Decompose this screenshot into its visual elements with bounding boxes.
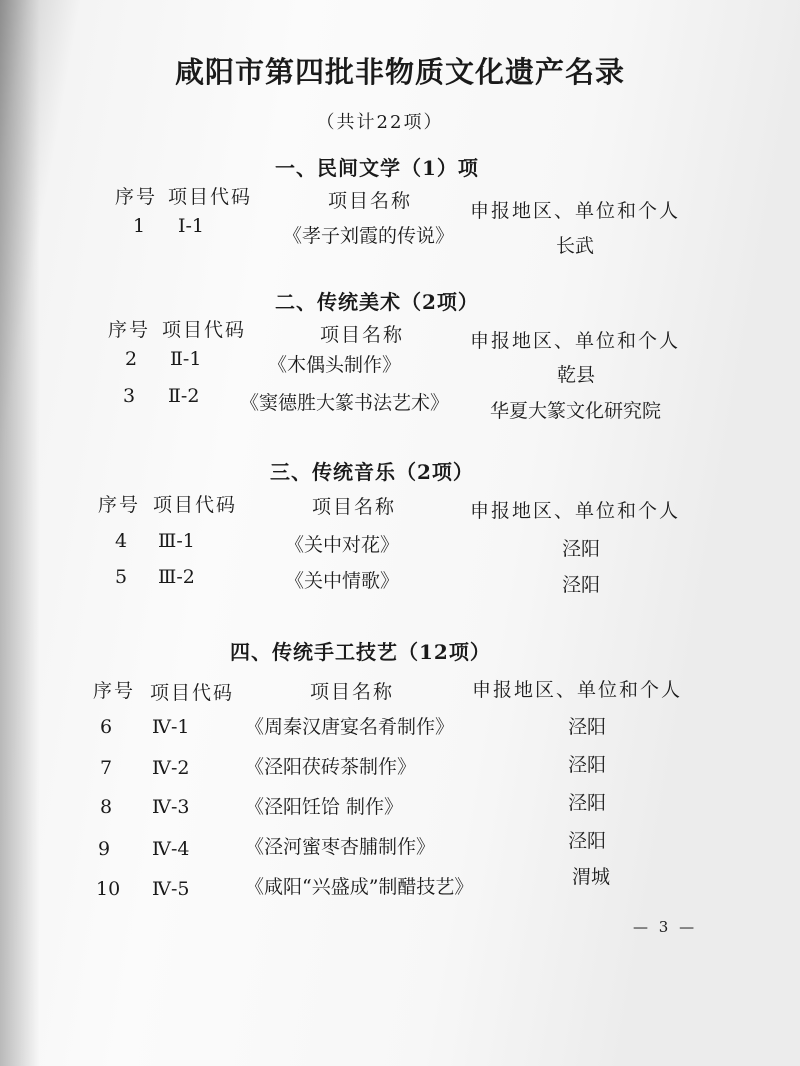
header-name: 项目名称: [312, 496, 397, 518]
row-region: 华夏大篆文化研究院: [490, 400, 662, 422]
row-name: 《关中情歌》: [285, 570, 400, 592]
header-name: 项目名称: [310, 681, 395, 703]
header-name: 项目名称: [320, 324, 405, 346]
row-code: Ⅳ-1: [152, 716, 190, 738]
row-seq: 9: [98, 838, 111, 860]
row-region: 乾县: [557, 364, 596, 386]
header-region: 申报地区、单位和个人: [470, 330, 681, 352]
row-seq: 3: [123, 385, 136, 407]
document-title: 咸阳市第四批非物质文化遗产名录: [174, 55, 625, 89]
header-region: 申报地区、单位和个人: [470, 200, 681, 222]
row-code: Ⅱ-2: [168, 385, 200, 407]
row-code: Ⅳ-3: [152, 796, 190, 818]
header-code: 项目代码: [168, 186, 253, 208]
header-seq: 序号: [115, 186, 158, 208]
row-name: 《周秦汉唐宴名肴制作》: [245, 716, 455, 738]
row-seq: 8: [100, 796, 113, 818]
row-region: 泾阳: [568, 792, 607, 814]
row-seq: 1: [133, 215, 146, 237]
row-name: 《咸阳“兴盛成”制醋技艺》: [245, 876, 474, 898]
row-region: 长武: [556, 235, 595, 257]
row-name: 《孝子刘霞的传说》: [283, 225, 455, 247]
header-code: 项目代码: [162, 319, 247, 341]
row-seq: 10: [96, 878, 121, 900]
row-region: 泾阳: [568, 830, 607, 852]
row-region: 泾阳: [568, 754, 607, 776]
header-seq: 序号: [98, 494, 141, 516]
row-seq: 7: [100, 757, 113, 779]
row-region: 泾阳: [568, 716, 607, 738]
header-code: 项目代码: [153, 494, 238, 516]
page-edge-shadow: [0, 0, 40, 1066]
header-name: 项目名称: [328, 190, 413, 212]
row-name: 《关中对花》: [285, 534, 400, 556]
document-subtitle: （共计22项）: [316, 112, 444, 133]
header-seq: 序号: [93, 680, 136, 702]
row-seq: 6: [100, 716, 113, 738]
header-code: 项目代码: [150, 682, 235, 704]
header-region: 申报地区、单位和个人: [472, 679, 683, 701]
row-seq: 2: [125, 348, 138, 370]
row-code: Ⅰ-1: [178, 215, 205, 237]
row-name: 《窦德胜大篆书法艺术》: [240, 392, 450, 414]
row-region: 渭城: [572, 866, 611, 888]
row-region: 泾阳: [562, 538, 601, 560]
row-name: 《泾阳饪饸 制作》: [245, 796, 404, 818]
row-code: Ⅲ-1: [158, 530, 195, 552]
header-seq: 序号: [108, 319, 151, 341]
row-seq: 5: [115, 566, 128, 588]
row-code: Ⅲ-2: [158, 566, 195, 588]
page-number: — 3 —: [633, 918, 698, 936]
row-code: Ⅱ-1: [170, 348, 202, 370]
section-3-title: 三、传统音乐（2项）: [270, 460, 474, 484]
header-region: 申报地区、单位和个人: [470, 500, 681, 522]
section-2-title: 二、传统美术（2项）: [275, 290, 479, 314]
section-1-title: 一、民间文学（1）项: [275, 156, 479, 180]
row-name: 《木偶头制作》: [268, 354, 402, 376]
row-code: Ⅳ-2: [152, 757, 190, 779]
row-name: 《泾河蜜枣杏脯制作》: [245, 836, 436, 858]
row-code: Ⅳ-4: [152, 838, 190, 860]
row-code: Ⅳ-5: [152, 878, 190, 900]
section-4-title: 四、传统手工技艺（12项）: [230, 640, 491, 664]
row-seq: 4: [115, 530, 128, 552]
row-name: 《泾阳茯砖茶制作》: [245, 756, 417, 778]
row-region: 泾阳: [562, 574, 601, 596]
